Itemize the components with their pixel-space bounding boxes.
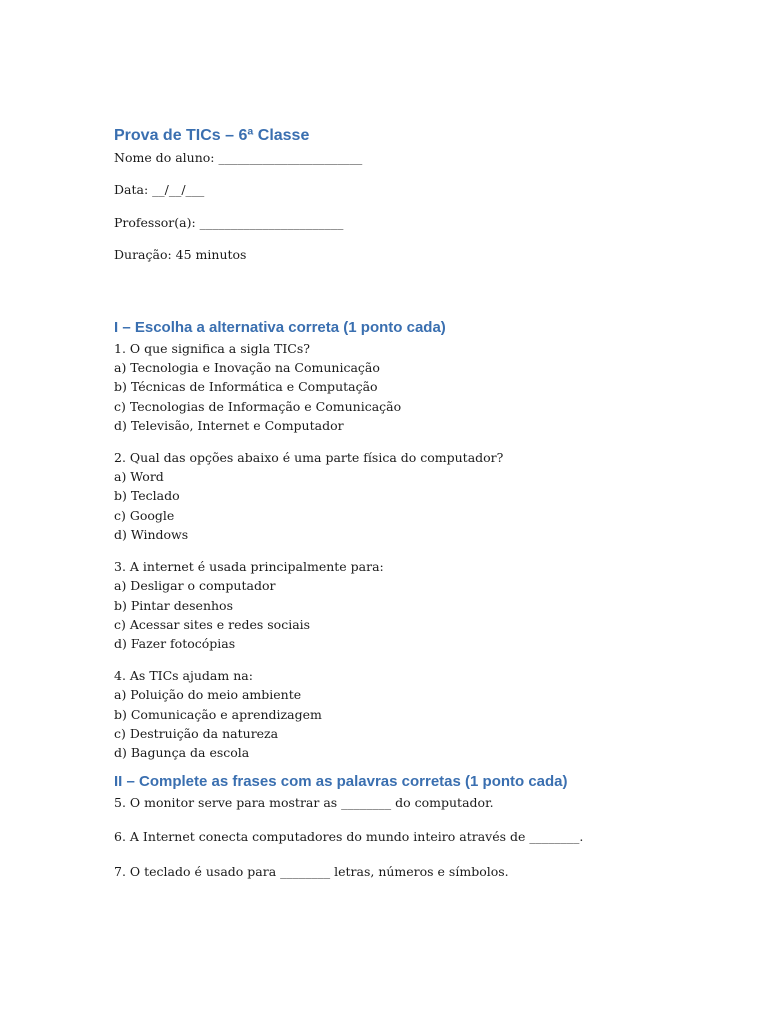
answer-option: b) Comunicação e aprendizagem	[114, 706, 322, 722]
question-2	[114, 448, 714, 545]
date-field: Data: __/__/___	[114, 182, 205, 198]
question-prompt: 3. A internet é usada principalmente para:	[114, 558, 384, 574]
question-3	[114, 557, 714, 654]
question-prompt: 1. O que significa a sigla TICs?	[114, 340, 310, 356]
answer-option: a) Poluição do meio ambiente	[114, 687, 302, 703]
answer-option: a) Tecnologia e Inovação na Comunicação	[114, 360, 380, 376]
fill-in-item-6: 6. A Internet conecta computadores do mundo inteiro através de ________.	[114, 829, 584, 845]
fill-in-item-5: 5. O monitor serve para mostrar as ________ do computador.	[114, 794, 494, 810]
answer-option: a) Word	[114, 469, 164, 485]
answer-option: c) Acessar sites e redes sociais	[114, 616, 311, 632]
answer-option: b) Teclado	[114, 488, 180, 504]
duration-field: Duração: 45 minutos	[114, 247, 247, 263]
fill-in-item-7: 7. O teclado é usado para ________ letras, números e símbolos.	[114, 863, 509, 879]
answer-option: a) Desligar o computador	[114, 578, 276, 594]
answer-option: d) Fazer fotocópias	[114, 636, 236, 652]
spacer	[114, 278, 714, 317]
answer-option: d) Televisão, Internet e Computador	[114, 418, 344, 434]
section-heading-fill-in: II – Complete as frases com as palavras corretas (1 ponto cada)	[114, 772, 568, 790]
section-heading-multiple-choice: I – Escolha a alternativa correta (1 ponto cada)	[114, 318, 446, 336]
answer-option: d) Windows	[114, 527, 189, 543]
question-prompt: 2. Qual das opções abaixo é uma parte física do computador?	[114, 449, 504, 465]
question-4	[114, 666, 714, 763]
question-1	[114, 339, 714, 436]
document-content	[114, 124, 714, 896]
fill-in-section	[114, 793, 714, 881]
answer-option: c) Google	[114, 507, 175, 523]
teacher-field: Professor(a): _______________________	[114, 214, 344, 230]
answer-option: b) Técnicas de Informática e Computação	[114, 379, 378, 395]
student-name-field: Nome do aluno: _______________________	[114, 150, 363, 165]
multiple-choice-section	[114, 339, 714, 763]
answer-option: c) Destruição da natureza	[114, 725, 279, 741]
question-prompt: 4. As TICs ajudam na:	[114, 667, 253, 683]
student-info	[114, 148, 714, 265]
answer-option: d) Bagunça da escola	[114, 745, 250, 761]
answer-option: c) Tecnologias de Informação e Comunicação	[114, 398, 402, 414]
answer-option: b) Pintar desenhos	[114, 597, 233, 613]
page-title: Prova de TICs – 6ª Classe	[114, 127, 310, 144]
